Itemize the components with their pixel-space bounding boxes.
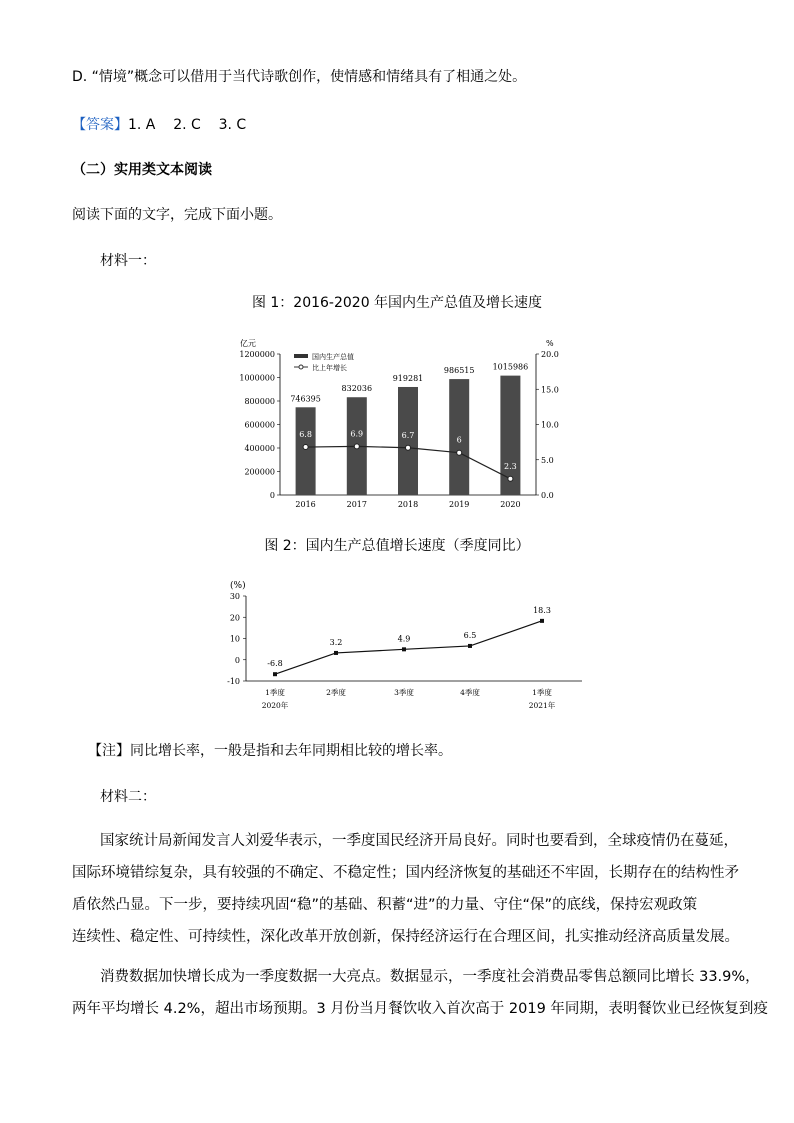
material1-label: 材料一：: [100, 253, 156, 269]
answer-item-2: 2. C: [173, 117, 201, 133]
fig1-right-unit: %: [546, 339, 554, 348]
fig1-bar: [296, 407, 316, 495]
figure2-title: 图 2：国内生产总值增长速度（季度同比）: [264, 538, 530, 554]
para1-line-1: 国家统计局新闻发言人刘爱华表示，一季度国民经济开局良好。同时也要看到，全球疫情仍在蔓延，: [100, 833, 738, 849]
answer-item-1: 1. A: [128, 117, 156, 133]
fig1-right-tick-label: 20.0: [541, 350, 559, 359]
paragraph-1: [72, 825, 739, 953]
answer-label: 【答案】: [72, 117, 128, 133]
legend-gdp: 国内生产总值: [312, 353, 354, 361]
fig2-x-label: 2季度: [326, 688, 346, 697]
fig1-left-tick-label: 400000: [244, 444, 275, 453]
answer-item-3: 3. C: [218, 117, 247, 133]
figure2-chart: [222, 572, 592, 722]
fig1-growth-label: 6.9: [350, 429, 364, 439]
fig1-bar-value: 832036: [341, 384, 373, 394]
fig1-growth-point: [406, 445, 411, 450]
fig2-year-label: 2020年: [261, 701, 289, 710]
fig1-x-label: 2018: [397, 500, 419, 509]
material2-label: 材料二：: [100, 789, 156, 805]
fig1-bar-value: 746395: [290, 394, 321, 404]
fig1-left-unit: 亿元: [240, 339, 256, 348]
fig1-left-tick-label: 1000000: [239, 373, 275, 383]
fig1-bar-value: 1015986: [492, 362, 529, 372]
fig1-bar: [398, 387, 418, 495]
para2-line-1: 消费数据加快增长成为一季度数据一大亮点。数据显示，一季度社会消费品零售总额同比增长 33.9%，: [100, 969, 760, 985]
fig1-legend: [294, 352, 354, 372]
fig2-value-label: 4.9: [397, 634, 411, 644]
fig2-x-label: 3季度: [394, 688, 414, 697]
fig1-x-label: 2016: [295, 500, 316, 509]
fig1-bar-value: 919281: [392, 373, 424, 383]
fig2-y-tick-label: -10: [227, 677, 240, 686]
fig2-y-tick-label: 10: [229, 634, 240, 644]
fig1-x-label: 2020: [500, 500, 521, 509]
fig1-growth-point: [508, 476, 513, 481]
fig1-growth-label: 6.8: [299, 430, 312, 440]
figure1-svg: [228, 330, 568, 510]
fig2-y-tick-label: 30: [229, 592, 240, 601]
fig2-series-line: [275, 621, 542, 674]
para1-line-2: 国际环境错综复杂，具有较强的不确定、不稳定性；国内经济恢复的基础还不牢固，长期存在的结构性矛: [72, 865, 739, 881]
fig2-point: [273, 672, 277, 676]
fig2-value-label: 6.5: [463, 630, 477, 640]
para1-line-4: 连续性、稳定性、可持续性，深化改革开放创新，保持经济运行在合理区间，扎实推动经济高质量发展。: [72, 929, 739, 945]
legend-bar-swatch: [294, 354, 308, 358]
para2-line-2: 两年平均增长 4.2%，超出市场预期。3 月份当月餐饮收入首次高于 2019 年同期，表明餐饮业已经恢复到疫: [72, 1001, 768, 1017]
fig1-growth-point: [457, 450, 462, 455]
fig1-left-tick-label: 200000: [244, 467, 275, 477]
instruction: 阅读下面的文字，完成下面小题。: [72, 207, 282, 223]
legend-growth: 比上年增长: [312, 364, 347, 372]
fig1-left-tick-label: 600000: [244, 420, 275, 430]
fig1-growth-label: 6: [456, 435, 462, 445]
legend-marker: [299, 365, 303, 369]
fig1-right-tick-label: 5.0: [541, 455, 554, 465]
fig1-growth-label: 6.7: [401, 430, 415, 440]
fig2-value-label: 3.2: [329, 637, 343, 647]
fig2-year-label: 2021年: [528, 701, 556, 710]
figure2-svg: [222, 572, 592, 722]
fig2-x-label: 1季度: [265, 688, 285, 697]
figure1-title: 图 1：2016-2020 年国内生产总值及增长速度: [251, 295, 543, 311]
figure1-chart: [228, 330, 568, 510]
fig1-x-label: 2017: [346, 500, 367, 509]
fig1-growth-label: 2.3: [504, 461, 517, 471]
note: 【注】同比增长率，一般是指和去年同期相比较的增长率。: [88, 743, 452, 759]
fig2-point: [402, 647, 406, 651]
para1-line-3: 盾依然凸显。下一步，要持续巩固“稳”的基础、积蓄“进”的力量、守住“保”的底线，保持宏观政策: [72, 897, 698, 913]
fig2-value-label: 18.3: [533, 605, 551, 615]
fig1-x-label: 2019: [449, 500, 470, 509]
fig2-x-label: 4季度: [460, 688, 480, 697]
fig1-bar-value: 986515: [443, 366, 475, 376]
fig2-point: [334, 651, 338, 655]
fig1-right-tick-label: 15.0: [541, 385, 559, 395]
fig1-right-tick-label: 10.0: [541, 420, 559, 430]
fig2-y-tick-label: 0: [234, 655, 240, 665]
fig2-x-label: 1季度: [532, 688, 552, 697]
fig2-point: [468, 644, 472, 648]
fig2-point: [540, 619, 544, 623]
fig2-unit: (%): [230, 581, 246, 591]
fig1-left-tick-label: 0: [269, 491, 275, 500]
fig1-right-tick-label: 0.0: [541, 491, 554, 500]
fig1-growth-point: [303, 445, 308, 450]
paragraph-2: [72, 961, 768, 1025]
section-heading: （二）实用类文本阅读: [72, 162, 212, 178]
fig2-value-label: -6.8: [267, 659, 283, 669]
fig1-growth-point: [354, 444, 359, 449]
fig2-y-tick-label: 20: [229, 613, 240, 623]
question-d-option: D. “情境”概念可以借用于当代诗歌创作，使情感和情绪具有了相通之处。: [72, 69, 527, 85]
answer-line: [72, 114, 246, 134]
fig1-left-tick-label: 800000: [244, 397, 275, 406]
fig1-left-tick-label: 1200000: [239, 350, 275, 359]
